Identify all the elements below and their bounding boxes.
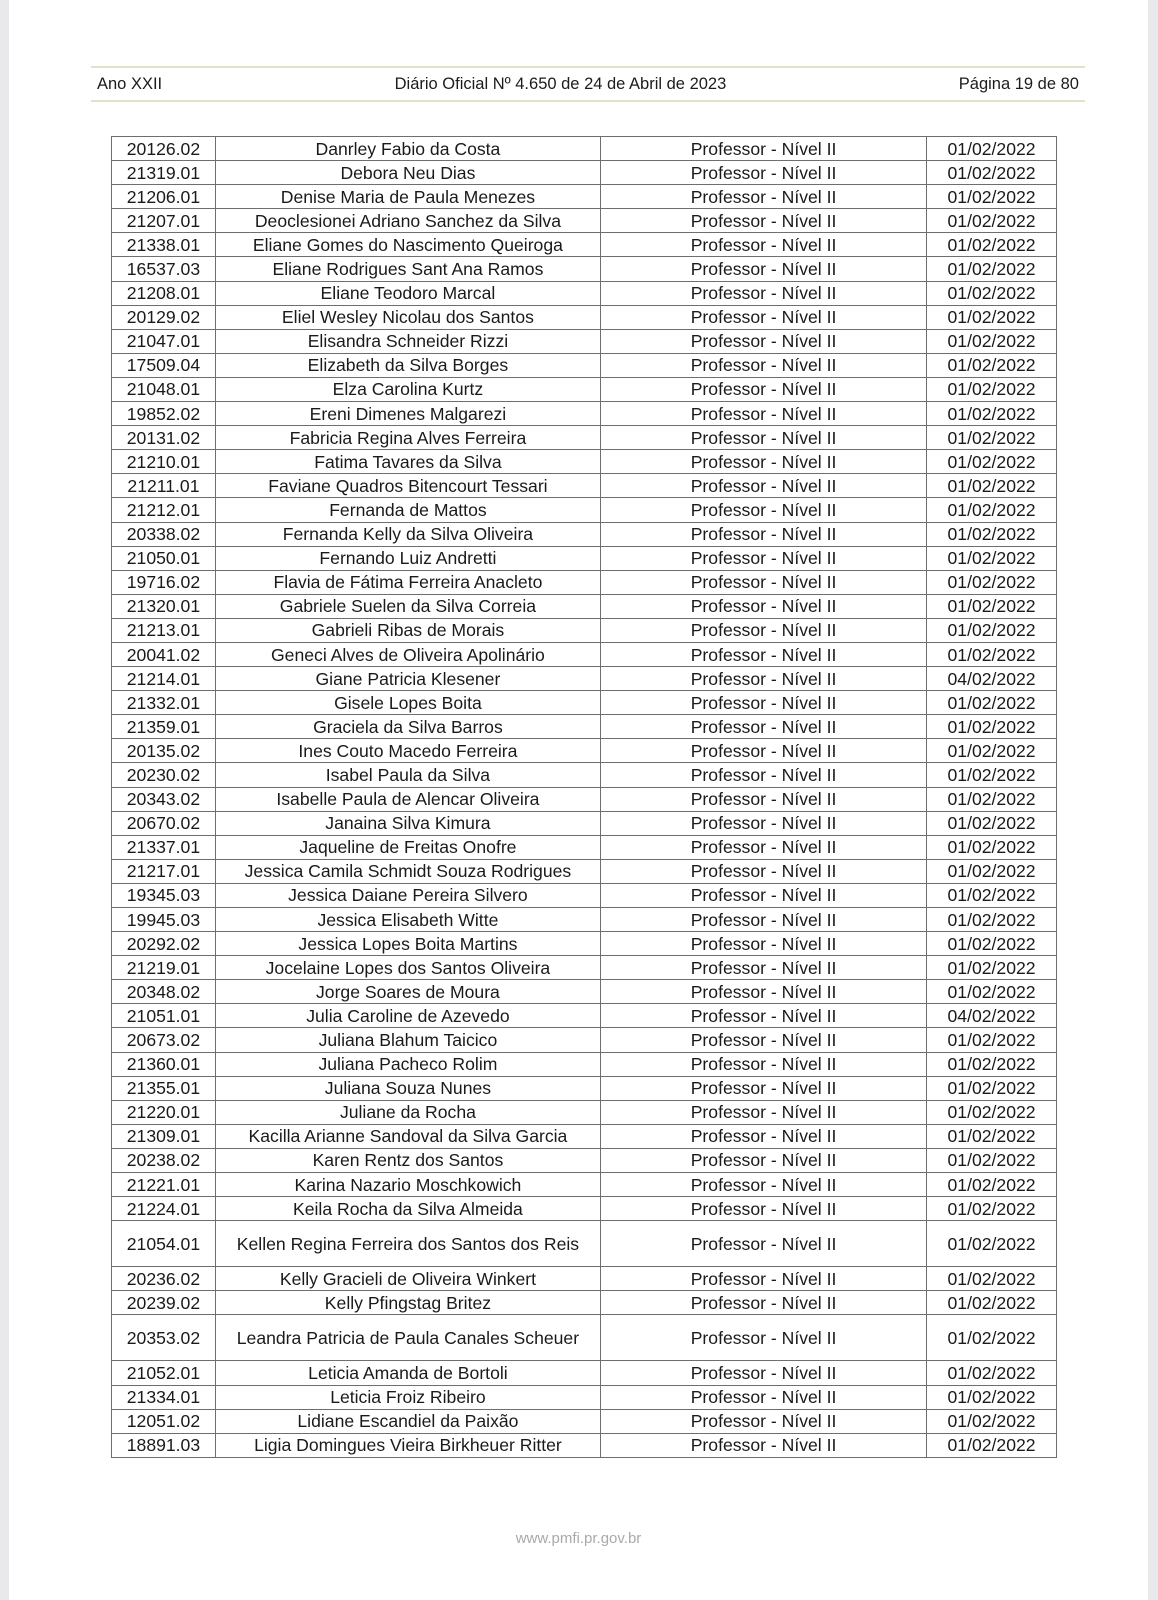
- table-row: [112, 185, 1057, 209]
- role-cell: Professor - Nível II: [600, 474, 926, 498]
- staff-table: [111, 136, 1057, 1458]
- name-cell: Janaina Silva Kimura: [215, 811, 600, 835]
- date-cell: 01/02/2022: [927, 691, 1057, 715]
- registration-id-cell: 21224.01: [112, 1197, 216, 1221]
- table-row: [112, 642, 1057, 666]
- name-cell: Debora Neu Dias: [215, 161, 600, 185]
- name-cell: Eliel Wesley Nicolau dos Santos: [215, 305, 600, 329]
- date-cell: 01/02/2022: [927, 1124, 1057, 1148]
- date-cell: 01/02/2022: [927, 185, 1057, 209]
- date-cell: 01/02/2022: [927, 161, 1057, 185]
- table-row: [112, 546, 1057, 570]
- date-cell: 01/02/2022: [927, 402, 1057, 426]
- date-cell: 01/02/2022: [927, 956, 1057, 980]
- role-cell: Professor - Nível II: [600, 1385, 926, 1409]
- registration-id-cell: 19945.03: [112, 908, 216, 932]
- registration-id-cell: 20230.02: [112, 763, 216, 787]
- name-cell: Eliane Rodrigues Sant Ana Ramos: [215, 257, 600, 281]
- registration-id-cell: 20338.02: [112, 522, 216, 546]
- registration-id-cell: 21054.01: [112, 1221, 216, 1267]
- registration-id-cell: 20343.02: [112, 787, 216, 811]
- date-cell: 01/02/2022: [927, 811, 1057, 835]
- date-cell: 01/02/2022: [927, 377, 1057, 401]
- page-header: [91, 66, 1085, 102]
- role-cell: Professor - Nível II: [600, 763, 926, 787]
- name-cell: Kelly Pfingstag Britez: [215, 1291, 600, 1315]
- table-row: [112, 281, 1057, 305]
- header-page-number: Página 19 de 80: [958, 74, 1079, 93]
- role-cell: Professor - Nível II: [600, 137, 926, 161]
- header-title: Diário Oficial Nº 4.650 de 24 de Abril de 2023: [394, 74, 727, 93]
- name-cell: Jaqueline de Freitas Onofre: [215, 835, 600, 859]
- table-row: [112, 1433, 1057, 1457]
- registration-id-cell: 21359.01: [112, 715, 216, 739]
- registration-id-cell: 21220.01: [112, 1100, 216, 1124]
- staff-table-body: [112, 137, 1057, 1458]
- registration-id-cell: 21338.01: [112, 233, 216, 257]
- table-row: [112, 1361, 1057, 1385]
- name-cell: Gisele Lopes Boita: [215, 691, 600, 715]
- registration-id-cell: 20238.02: [112, 1148, 216, 1172]
- role-cell: Professor - Nível II: [600, 1052, 926, 1076]
- table-row: [112, 1124, 1057, 1148]
- role-cell: Professor - Nível II: [600, 1004, 926, 1028]
- table-row: [112, 1028, 1057, 1052]
- table-row: [112, 667, 1057, 691]
- registration-id-cell: 21355.01: [112, 1076, 216, 1100]
- date-cell: 01/02/2022: [927, 546, 1057, 570]
- footer-url: www.pmfi.pr.gov.br: [515, 1530, 642, 1547]
- table-row: [112, 570, 1057, 594]
- role-cell: Professor - Nível II: [600, 1100, 926, 1124]
- registration-id-cell: 21206.01: [112, 185, 216, 209]
- role-cell: Professor - Nível II: [600, 257, 926, 281]
- name-cell: Gabrieli Ribas de Morais: [215, 618, 600, 642]
- role-cell: Professor - Nível II: [600, 281, 926, 305]
- registration-id-cell: 21212.01: [112, 498, 216, 522]
- table-row: [112, 1197, 1057, 1221]
- name-cell: Giane Patricia Klesener: [215, 667, 600, 691]
- role-cell: Professor - Nível II: [600, 835, 926, 859]
- table-row: [112, 835, 1057, 859]
- date-cell: 01/02/2022: [927, 1385, 1057, 1409]
- role-cell: Professor - Nível II: [600, 1076, 926, 1100]
- date-cell: 01/02/2022: [927, 426, 1057, 450]
- role-cell: Professor - Nível II: [600, 450, 926, 474]
- name-cell: Jessica Camila Schmidt Souza Rodrigues: [215, 859, 600, 883]
- table-row: [112, 305, 1057, 329]
- registration-id-cell: 20239.02: [112, 1291, 216, 1315]
- name-cell: Ligia Domingues Vieira Birkheuer Ritter: [215, 1433, 600, 1457]
- registration-id-cell: 21319.01: [112, 161, 216, 185]
- date-cell: 01/02/2022: [927, 594, 1057, 618]
- date-cell: 01/02/2022: [927, 137, 1057, 161]
- date-cell: 01/02/2022: [927, 281, 1057, 305]
- role-cell: Professor - Nível II: [600, 402, 926, 426]
- registration-id-cell: 21213.01: [112, 618, 216, 642]
- name-cell: Lidiane Escandiel da Paixão: [215, 1409, 600, 1433]
- registration-id-cell: 21214.01: [112, 667, 216, 691]
- name-cell: Geneci Alves de Oliveira Apolinário: [215, 642, 600, 666]
- registration-id-cell: 17509.04: [112, 353, 216, 377]
- role-cell: Professor - Nível II: [600, 1028, 926, 1052]
- registration-id-cell: 21048.01: [112, 377, 216, 401]
- date-cell: 01/02/2022: [927, 883, 1057, 907]
- name-cell: Elisandra Schneider Rizzi: [215, 329, 600, 353]
- name-cell: Gabriele Suelen da Silva Correia: [215, 594, 600, 618]
- registration-id-cell: 21217.01: [112, 859, 216, 883]
- name-cell: Karina Nazario Moschkowich: [215, 1173, 600, 1197]
- role-cell: Professor - Nível II: [600, 1267, 926, 1291]
- date-cell: 01/02/2022: [927, 618, 1057, 642]
- registration-id-cell: 20135.02: [112, 739, 216, 763]
- name-cell: Isabelle Paula de Alencar Oliveira: [215, 787, 600, 811]
- table-row: [112, 932, 1057, 956]
- role-cell: Professor - Nível II: [600, 377, 926, 401]
- registration-id-cell: 20129.02: [112, 305, 216, 329]
- role-cell: Professor - Nível II: [600, 426, 926, 450]
- registration-id-cell: 21207.01: [112, 209, 216, 233]
- table-row: [112, 257, 1057, 281]
- table-row: [112, 811, 1057, 835]
- role-cell: Professor - Nível II: [600, 1148, 926, 1172]
- table-row: [112, 377, 1057, 401]
- table-row: [112, 1291, 1057, 1315]
- date-cell: 01/02/2022: [927, 1100, 1057, 1124]
- date-cell: 01/02/2022: [927, 209, 1057, 233]
- name-cell: Juliane da Rocha: [215, 1100, 600, 1124]
- date-cell: 01/02/2022: [927, 1221, 1057, 1267]
- date-cell: 01/02/2022: [927, 835, 1057, 859]
- registration-id-cell: 21360.01: [112, 1052, 216, 1076]
- date-cell: 01/02/2022: [927, 642, 1057, 666]
- name-cell: Elza Carolina Kurtz: [215, 377, 600, 401]
- table-row: [112, 1100, 1057, 1124]
- date-cell: 01/02/2022: [927, 1267, 1057, 1291]
- registration-id-cell: 20126.02: [112, 137, 216, 161]
- name-cell: Elizabeth da Silva Borges: [215, 353, 600, 377]
- registration-id-cell: 21219.01: [112, 956, 216, 980]
- registration-id-cell: 21210.01: [112, 450, 216, 474]
- header-year: Ano XXII: [97, 74, 163, 93]
- registration-id-cell: 21050.01: [112, 546, 216, 570]
- table-row: [112, 1173, 1057, 1197]
- role-cell: Professor - Nível II: [600, 1315, 926, 1361]
- date-cell: 01/02/2022: [927, 1028, 1057, 1052]
- table-row: [112, 474, 1057, 498]
- name-cell: Fernando Luiz Andretti: [215, 546, 600, 570]
- role-cell: Professor - Nível II: [600, 691, 926, 715]
- table-row: [112, 209, 1057, 233]
- table-row: [112, 618, 1057, 642]
- registration-id-cell: 21334.01: [112, 1385, 216, 1409]
- role-cell: Professor - Nível II: [600, 546, 926, 570]
- date-cell: 01/02/2022: [927, 305, 1057, 329]
- registration-id-cell: 20670.02: [112, 811, 216, 835]
- name-cell: Juliana Pacheco Rolim: [215, 1052, 600, 1076]
- role-cell: Professor - Nível II: [600, 185, 926, 209]
- date-cell: 01/02/2022: [927, 233, 1057, 257]
- registration-id-cell: 19852.02: [112, 402, 216, 426]
- date-cell: 01/02/2022: [927, 522, 1057, 546]
- role-cell: Professor - Nível II: [600, 883, 926, 907]
- table-row: [112, 1004, 1057, 1028]
- name-cell: Jorge Soares de Moura: [215, 980, 600, 1004]
- table-row: [112, 691, 1057, 715]
- name-cell: Deoclesionei Adriano Sanchez da Silva: [215, 209, 600, 233]
- name-cell: Eliane Gomes do Nascimento Queiroga: [215, 233, 600, 257]
- table-row: [112, 426, 1057, 450]
- name-cell: Ines Couto Macedo Ferreira: [215, 739, 600, 763]
- table-row: [112, 161, 1057, 185]
- registration-id-cell: 16537.03: [112, 257, 216, 281]
- table-row: [112, 1052, 1057, 1076]
- table-row: [112, 883, 1057, 907]
- date-cell: 01/02/2022: [927, 474, 1057, 498]
- role-cell: Professor - Nível II: [600, 1197, 926, 1221]
- table-row: [112, 956, 1057, 980]
- date-cell: 01/02/2022: [927, 1291, 1057, 1315]
- name-cell: Karen Rentz dos Santos: [215, 1148, 600, 1172]
- role-cell: Professor - Nível II: [600, 715, 926, 739]
- role-cell: Professor - Nível II: [600, 161, 926, 185]
- table-row: [112, 1409, 1057, 1433]
- table-row: [112, 1076, 1057, 1100]
- date-cell: 01/02/2022: [927, 450, 1057, 474]
- name-cell: Kacilla Arianne Sandoval da Silva Garcia: [215, 1124, 600, 1148]
- name-cell: Danrley Fabio da Costa: [215, 137, 600, 161]
- date-cell: 01/02/2022: [927, 329, 1057, 353]
- name-cell: Juliana Souza Nunes: [215, 1076, 600, 1100]
- name-cell: Fabricia Regina Alves Ferreira: [215, 426, 600, 450]
- name-cell: Kelly Gracieli de Oliveira Winkert: [215, 1267, 600, 1291]
- registration-id-cell: 21337.01: [112, 835, 216, 859]
- registration-id-cell: 20348.02: [112, 980, 216, 1004]
- date-cell: 04/02/2022: [927, 1004, 1057, 1028]
- registration-id-cell: 20673.02: [112, 1028, 216, 1052]
- document-page: [9, 0, 1148, 1600]
- name-cell: Keila Rocha da Silva Almeida: [215, 1197, 600, 1221]
- date-cell: 01/02/2022: [927, 1361, 1057, 1385]
- table-row: [112, 450, 1057, 474]
- registration-id-cell: 21309.01: [112, 1124, 216, 1148]
- table-row: [112, 329, 1057, 353]
- date-cell: 01/02/2022: [927, 859, 1057, 883]
- date-cell: 01/02/2022: [927, 353, 1057, 377]
- date-cell: 01/02/2022: [927, 1197, 1057, 1221]
- role-cell: Professor - Nível II: [600, 209, 926, 233]
- table-row: [112, 859, 1057, 883]
- registration-id-cell: 19716.02: [112, 570, 216, 594]
- table-row: [112, 522, 1057, 546]
- role-cell: Professor - Nível II: [600, 787, 926, 811]
- role-cell: Professor - Nível II: [600, 594, 926, 618]
- table-row: [112, 787, 1057, 811]
- table-row: [112, 1148, 1057, 1172]
- table-row: [112, 402, 1057, 426]
- date-cell: 01/02/2022: [927, 498, 1057, 522]
- role-cell: Professor - Nível II: [600, 642, 926, 666]
- role-cell: Professor - Nível II: [600, 329, 926, 353]
- date-cell: 01/02/2022: [927, 739, 1057, 763]
- table-row: [112, 715, 1057, 739]
- role-cell: Professor - Nível II: [600, 956, 926, 980]
- role-cell: Professor - Nível II: [600, 908, 926, 932]
- table-row: [112, 353, 1057, 377]
- name-cell: Jessica Elisabeth Witte: [215, 908, 600, 932]
- table-row: [112, 498, 1057, 522]
- role-cell: Professor - Nível II: [600, 859, 926, 883]
- role-cell: Professor - Nível II: [600, 522, 926, 546]
- date-cell: 01/02/2022: [927, 908, 1057, 932]
- date-cell: 01/02/2022: [927, 1052, 1057, 1076]
- name-cell: Jessica Lopes Boita Martins: [215, 932, 600, 956]
- name-cell: Isabel Paula da Silva: [215, 763, 600, 787]
- role-cell: Professor - Nível II: [600, 1433, 926, 1457]
- registration-id-cell: 20353.02: [112, 1315, 216, 1361]
- registration-id-cell: 18891.03: [112, 1433, 216, 1457]
- table-row: [112, 1267, 1057, 1291]
- date-cell: 01/02/2022: [927, 1173, 1057, 1197]
- date-cell: 01/02/2022: [927, 715, 1057, 739]
- role-cell: Professor - Nível II: [600, 1221, 926, 1267]
- name-cell: Julia Caroline de Azevedo: [215, 1004, 600, 1028]
- registration-id-cell: 21052.01: [112, 1361, 216, 1385]
- role-cell: Professor - Nível II: [600, 353, 926, 377]
- date-cell: 01/02/2022: [927, 1409, 1057, 1433]
- name-cell: Fernanda Kelly da Silva Oliveira: [215, 522, 600, 546]
- table-row: [112, 763, 1057, 787]
- registration-id-cell: 20131.02: [112, 426, 216, 450]
- name-cell: Ereni Dimenes Malgarezi: [215, 402, 600, 426]
- registration-id-cell: 20041.02: [112, 642, 216, 666]
- date-cell: 01/02/2022: [927, 570, 1057, 594]
- registration-id-cell: 21211.01: [112, 474, 216, 498]
- registration-id-cell: 19345.03: [112, 883, 216, 907]
- registration-id-cell: 21320.01: [112, 594, 216, 618]
- role-cell: Professor - Nível II: [600, 1291, 926, 1315]
- role-cell: Professor - Nível II: [600, 498, 926, 522]
- registration-id-cell: 21332.01: [112, 691, 216, 715]
- role-cell: Professor - Nível II: [600, 1409, 926, 1433]
- name-cell: Fatima Tavares da Silva: [215, 450, 600, 474]
- role-cell: Professor - Nível II: [600, 932, 926, 956]
- role-cell: Professor - Nível II: [600, 739, 926, 763]
- name-cell: Leticia Amanda de Bortoli: [215, 1361, 600, 1385]
- role-cell: Professor - Nível II: [600, 618, 926, 642]
- registration-id-cell: 21051.01: [112, 1004, 216, 1028]
- name-cell: Denise Maria de Paula Menezes: [215, 185, 600, 209]
- name-cell: Kellen Regina Ferreira dos Santos dos Reis: [215, 1221, 600, 1267]
- name-cell: Leticia Froiz Ribeiro: [215, 1385, 600, 1409]
- registration-id-cell: 20236.02: [112, 1267, 216, 1291]
- date-cell: 01/02/2022: [927, 932, 1057, 956]
- role-cell: Professor - Nível II: [600, 811, 926, 835]
- registration-id-cell: 21208.01: [112, 281, 216, 305]
- name-cell: Jessica Daiane Pereira Silvero: [215, 883, 600, 907]
- name-cell: Faviane Quadros Bitencourt Tessari: [215, 474, 600, 498]
- name-cell: Fernanda de Mattos: [215, 498, 600, 522]
- table-row: [112, 980, 1057, 1004]
- role-cell: Professor - Nível II: [600, 980, 926, 1004]
- role-cell: Professor - Nível II: [600, 1124, 926, 1148]
- registration-id-cell: 21221.01: [112, 1173, 216, 1197]
- table-row: [112, 137, 1057, 161]
- date-cell: 01/02/2022: [927, 257, 1057, 281]
- name-cell: Graciela da Silva Barros: [215, 715, 600, 739]
- role-cell: Professor - Nível II: [600, 667, 926, 691]
- date-cell: 01/02/2022: [927, 1148, 1057, 1172]
- role-cell: Professor - Nível II: [600, 570, 926, 594]
- registration-id-cell: 20292.02: [112, 932, 216, 956]
- date-cell: 01/02/2022: [927, 1433, 1057, 1457]
- table-row: [112, 1385, 1057, 1409]
- table-row: [112, 1315, 1057, 1361]
- name-cell: Flavia de Fátima Ferreira Anacleto: [215, 570, 600, 594]
- date-cell: 04/02/2022: [927, 667, 1057, 691]
- table-row: [112, 739, 1057, 763]
- table-row: [112, 594, 1057, 618]
- table-row: [112, 233, 1057, 257]
- date-cell: 01/02/2022: [927, 980, 1057, 1004]
- date-cell: 01/02/2022: [927, 1076, 1057, 1100]
- name-cell: Leandra Patricia de Paula Canales Scheuer: [215, 1315, 600, 1361]
- date-cell: 01/02/2022: [927, 763, 1057, 787]
- name-cell: Juliana Blahum Taicico: [215, 1028, 600, 1052]
- table-row: [112, 908, 1057, 932]
- registration-id-cell: 12051.02: [112, 1409, 216, 1433]
- name-cell: Jocelaine Lopes dos Santos Oliveira: [215, 956, 600, 980]
- registration-id-cell: 21047.01: [112, 329, 216, 353]
- role-cell: Professor - Nível II: [600, 1173, 926, 1197]
- name-cell: Eliane Teodoro Marcal: [215, 281, 600, 305]
- role-cell: Professor - Nível II: [600, 233, 926, 257]
- role-cell: Professor - Nível II: [600, 1361, 926, 1385]
- role-cell: Professor - Nível II: [600, 305, 926, 329]
- table-row: [112, 1221, 1057, 1267]
- date-cell: 01/02/2022: [927, 1315, 1057, 1361]
- date-cell: 01/02/2022: [927, 787, 1057, 811]
